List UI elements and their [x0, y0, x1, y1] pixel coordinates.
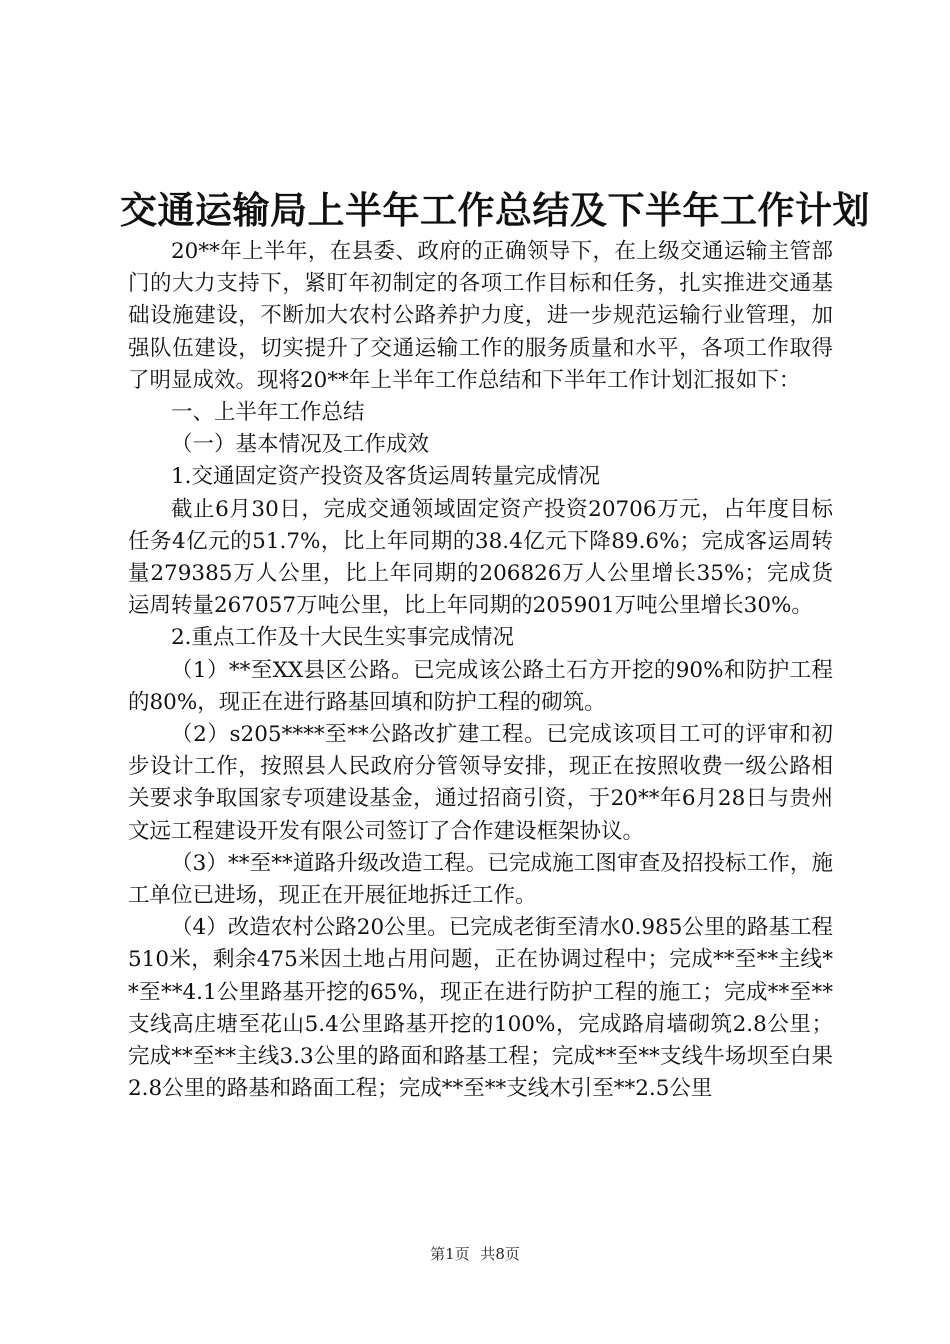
heading-section-1: 一、上半年工作总结	[171, 400, 365, 426]
paragraph-investment: 截止6月30日，完成交通领域固定资产投资20706万元，占年度目标任务4亿元的51.7%，比上年同期的38.4亿元下降89.6%；完成客运周转量279385万人公里，比上年同期的206826万人公里增长35%；完成货运周转量267057万吨公里，比上年同期的205901万吨公里增长30%。	[128, 496, 833, 619]
heading-subsection-1: （一）基本情况及工作成效	[171, 432, 430, 458]
document-title: 交通运输局上半年工作总结及下半年工作计划	[120, 188, 870, 232]
paragraph-project-2: （2）s205****至**公路改扩建工程。已完成该项目工可的评审和初步设计工作，按照县人民政府分管领导安排，现正在按照收费一级公路相关要求争取国家专项建设基金，通过招商引资，于20**年6月28日与贵州文远工程建设开发有限公司签订了合作建设框架协议。	[128, 722, 833, 844]
paragraph-intro: 20**年上半年，在县委、政府的正确领导下，在上级交通运输主管部门的大力支持下，紧盯年初制定的各项工作目标和任务，扎实推进交通基础设施建设，不断加大农村公路养护力度，进一步规范运输行业管理，加强队伍建设，切实提升了交通运输工作的服务质量和水平，各项工作取得了明显成效。现将20**年上半年工作总结和下半年工作计划汇报如下：	[128, 239, 833, 393]
heading-item-1: 1.交通固定资产投资及客货运周转量完成情况	[171, 464, 601, 490]
heading-item-2: 2.重点工作及十大民生实事完成情况	[171, 625, 515, 651]
paragraph-project-1: （1）**至XX县区公路。已完成该公路土石方开挖的90%和防护工程的80%，现正在进行路基回填和防护工程的砌筑。	[128, 657, 833, 715]
page-number: 第1页	[430, 1245, 470, 1263]
paragraph-project-3: （3）**至**道路升级改造工程。已完成施工图审查及招投标工作，施工单位已进场，现正在开展征地拆迁工作。	[128, 850, 833, 909]
page-footer	[0, 1244, 950, 1264]
page-total: 共8页	[480, 1245, 520, 1263]
document-body	[128, 236, 833, 1105]
paragraph-project-4: （4）改造农村公路20公里。已完成老街至清水0.985公里的路基工程510米，剩余475米因土地占用问题，正在协调过程中；完成**至**主线**至**4.1公里路基开挖的65%，现正在进行防护工程的施工；完成**至**支线高庄塘至花山5.4公里路基开挖的100%，完成路肩墙砌筑2.8公里；完成**至**主线3.3公里的路面和路基工程；完成**至**支线牛场坝至白果2.8公里的路基和路面工程；完成**至**支线木引至**2.5公里	[128, 915, 833, 1102]
